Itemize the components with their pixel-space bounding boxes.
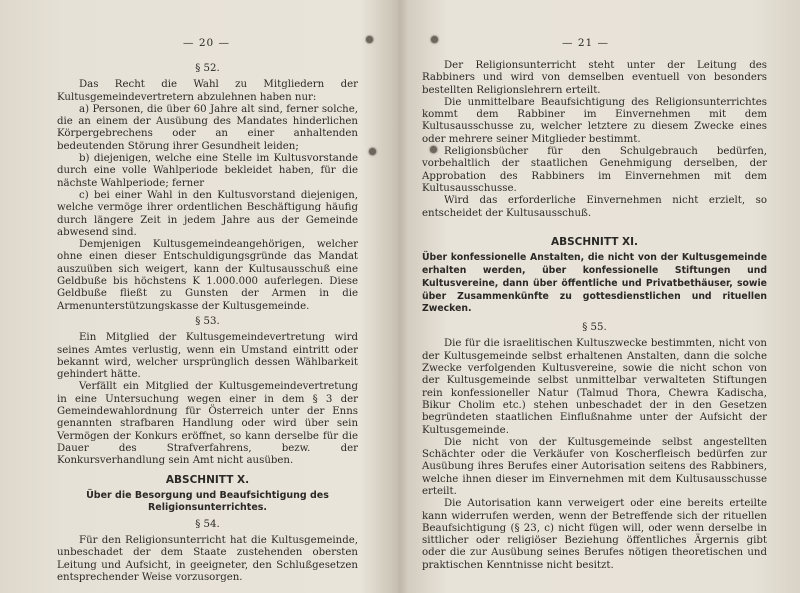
paragraph: Der Religionsunterricht steht unter der Leitung des Rabbiners und wird von demselben eventuell von besonders bestellten Religionslehrern erteilt. xyxy=(422,60,767,96)
chapter-heading: ABSCHNITT X. xyxy=(165,473,250,486)
paragraph: Religionsbücher für den Schulgebrauch bedürfen, vorbehaltlich der staatlichen Genehmigung derselben, der Approbation des Rabbiners im Einvernehmen mit dem Kultusausschusse. xyxy=(422,146,767,194)
section-53-heading: § 53. xyxy=(195,315,220,327)
paragraph: Demjenigen Kultusgemeindeangehörigen, welcher ohne einen dieser Entschuldigungsgründe das Mandat auszuüben sich weigert, kann der Kultusausschuß eine Geldbuße bis höchstens K 1.000.000 auferlegen. Diese Geldbuße fließt zu Gunsten der Armen in die Armenunterstützungskasse der Kultusgemeinde. xyxy=(57,239,358,312)
section-55-heading: § 55. xyxy=(582,322,607,334)
paragraph: Die Autorisation kann verweigert oder eine bereits erteilte kann widerrufen werden, wenn der Betreffende sich der rituellen Beaufsichtigung (§ 23, c) nicht fügen will, oder wenn derselbe in sittlicher oder religiöser Beziehung öffentliches Ärgernis gibt oder die zur Ausübung seines Berufes nötigen theoretischen und praktischen Kenntnisse nicht besitzt. xyxy=(422,498,767,571)
paragraph: Verfällt ein Mitglied der Kultusgemeindevertretung in eine Untersuchung wegen einer in dem § 3 der Gemeindewahlordnung für Österreich unter der Enns genannten strafbaren Handlung oder wird über sein Vermögen der Konkurs eröffnet, so kann derselbe für die Dauer des Strafverfahrens, bezw. der Konkursverhandlung sein Amt nicht ausüben. xyxy=(57,381,358,467)
section-54-heading: § 54. xyxy=(195,518,220,530)
page-number: — 20 — xyxy=(183,37,231,49)
right-page-text xyxy=(422,60,767,572)
page-number: — 21 — xyxy=(562,37,610,49)
paragraph: c) bei einer Wahl in den Kultusvorstand diejenigen, welche vermöge ihrer ordentlichen Beschäftigung häufig durch längere Zeit in jedem Jahre aus der Gemeinde abwesend sind. xyxy=(57,189,358,238)
paragraph: Die nicht von der Kultusgemeinde selbst angestellten Schächter oder die Verkäufer von Koscherfleisch bedürfen zur Ausübung ihres Berufes einer Autorisation seitens des Rabbiners, welche ihnen dieser im Einvernehmen mit dem Kultusausschusse erteilt. xyxy=(422,436,767,497)
paragraph: Das Recht die Wahl zu Mitgliedern der Kultusgemeindevertretern abzulehnen haben nur: xyxy=(57,79,358,103)
left-page-text xyxy=(57,60,358,584)
chapter-title: Über konfessionelle Anstalten, die nicht von der Kultusgemeinde erhalten werden, über konfessionelle Stiftungen und Kultusvereine, dann über öffentliche und Privatbethäuser, sowie über Zusammenkünfte zu gottesdienstlichen und rituellen Zwecken. xyxy=(422,252,767,315)
paragraph: Die für die israelitischen Kultuszwecke bestimmten, nicht von der Kultusgemeinde selbst erhaltenen Anstalten, dann die solche Zwecke verfolgenden Kultusvereine, sowie die nicht schon von der Kultusgemeinde selbst unmittelbar verwalteten Stiftungen rein konfessioneller Natur (Talmud Thora, Chewra Kadischa, Bikur Cholim etc.) stehen unbeschadet der in den Gesetzen begründeten staatlichen Einflußnahme unter der Aufsicht der Kultusgemeinde. xyxy=(422,338,767,436)
chapter-title: Über die Besorgung und Beaufsichtigung des Religionsunterrichtes. xyxy=(86,489,329,514)
paragraph: Die unmittelbare Beaufsichtigung des Religionsunterrichtes kommt dem Rabbiner im Einvernehmen mit dem Kultusausschusse zu, welcher letztere zu diesem Zwecke eines oder mehrere seiner Mitglieder bestimmt. xyxy=(422,96,767,145)
paragraph: a) Personen, die über 60 Jahre alt sind, ferner solche, die an einem der Ausübung des Mandates hinderlichen Körpergebrechens oder an einer anhaltenden bedeutenden Störung ihrer Gesundheit leiden; xyxy=(57,103,358,152)
paragraph: b) diejenigen, welche eine Stelle im Kultusvorstande durch eine volle Wahlperiode bekleidet haben, für die nächste Wahlperiode; ferner xyxy=(57,153,358,189)
section-52-heading: § 52. xyxy=(195,63,220,74)
chapter-heading: ABSCHNITT XI. xyxy=(550,235,639,248)
paragraph: Ein Mitglied der Kultusgemeindevertretung wird seines Amtes verlustig, wenn ein Umstand eintritt oder bekannt wird, welcher ursprünglich dessen Wählbarkeit gehindert hätte. xyxy=(57,332,358,381)
paragraph: Für den Religionsunterricht hat die Kultusgemeinde, unbeschadet der dem Staate zustehenden obersten Leitung und Aufsicht, in geeigneter, den Schlußgesetzen entsprechender Weise vorzusorgen. xyxy=(57,535,358,583)
right-page xyxy=(402,0,800,593)
paragraph: Wird das erforderliche Einvernehmen nicht erzielt, so entscheidet der Kultusausschuß. xyxy=(422,195,767,219)
